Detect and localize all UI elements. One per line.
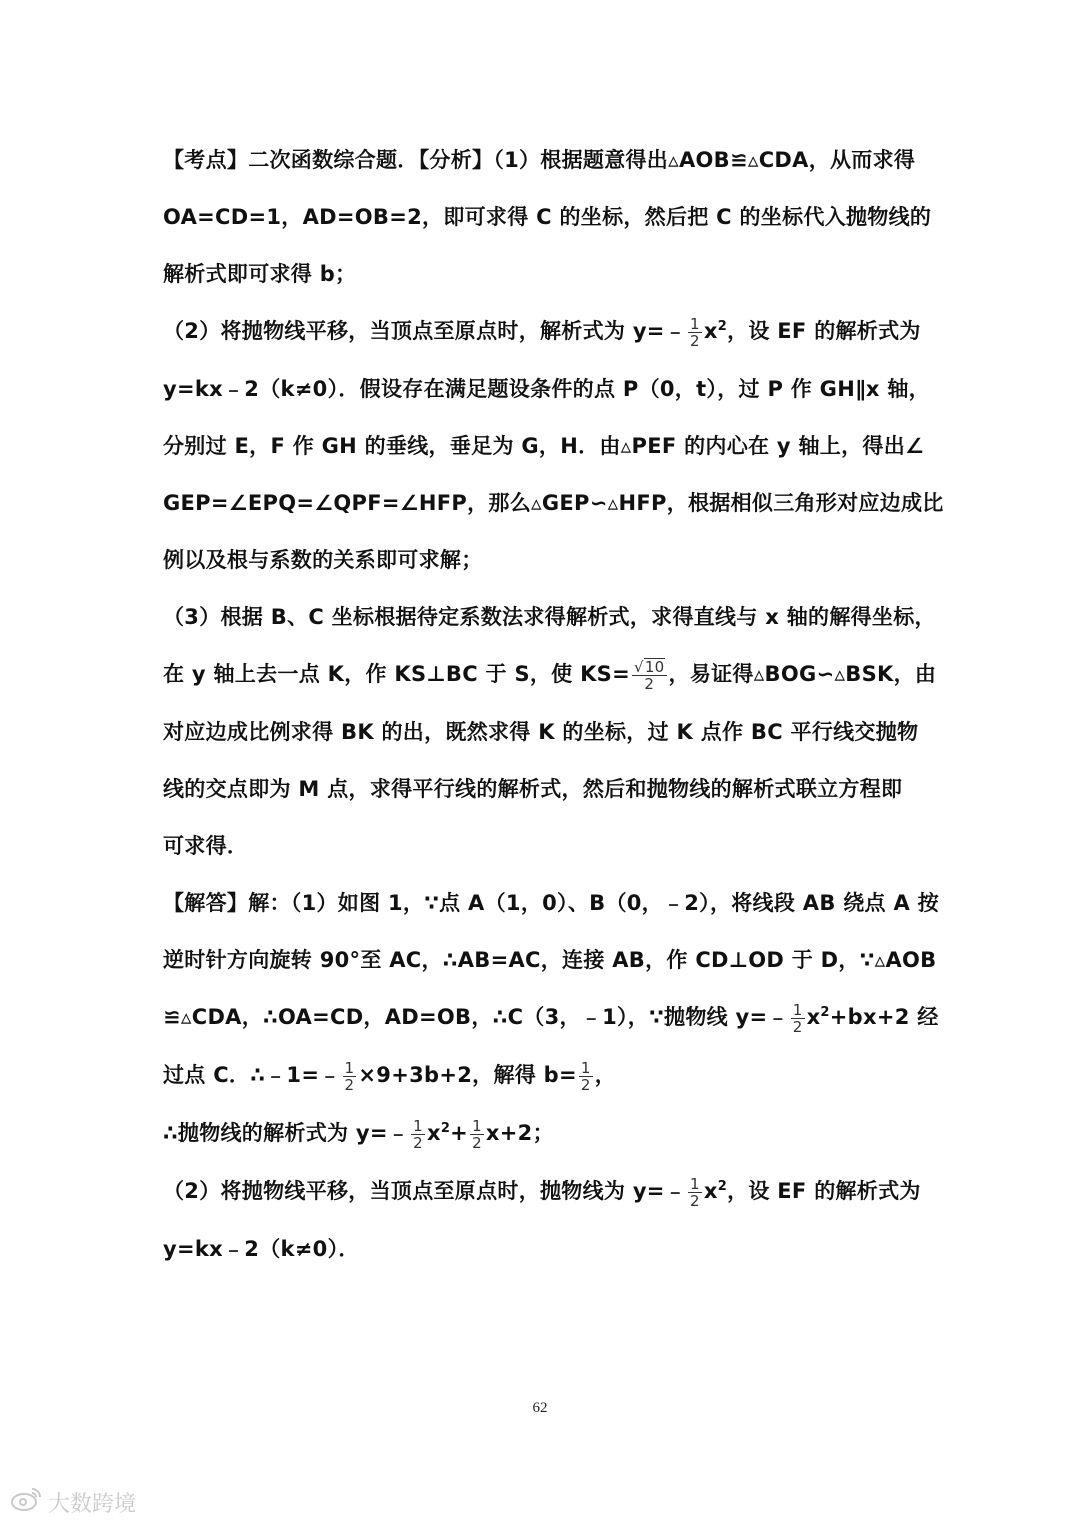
- superscript: 2: [717, 319, 728, 334]
- text-line: 对应边成比例求得 BK 的出，既然求得 K 的坐标，过 K 点作 BC 平行线交抛物: [163, 720, 919, 744]
- text-segment: ，设 EF 的解析式为: [727, 319, 921, 343]
- fraction: [791, 1002, 805, 1035]
- text-line: 逆时针方向旋转 90°至 AC，∴AB=AC，连接 AB，作 CD⊥OD 于 D，∵▵AOB: [163, 948, 937, 972]
- text-segment: +: [450, 1121, 469, 1145]
- fraction: [411, 1118, 425, 1151]
- sqrt-fraction: [632, 658, 667, 692]
- weibo-icon: [10, 1486, 48, 1518]
- fraction-numerator: 1: [792, 1000, 803, 1019]
- text-segment: （2）将抛物线平移，当顶点至原点时，抛物线为 y=﹣: [163, 1179, 687, 1203]
- text-segment: x: [426, 1121, 441, 1145]
- text-line: [163, 1113, 923, 1171]
- fraction: [688, 316, 702, 349]
- text-segment: ×9+3b+2，解得 b=: [358, 1063, 577, 1087]
- text-line: 【考点】二次函数综合题．【分析】（1）根据题意得出▵AOB≌▵CDA，从而求得: [163, 148, 916, 172]
- text-line: y=kx﹣2（k≠0）．: [163, 1237, 360, 1261]
- text-line: 解析式即可求得 b；: [163, 262, 357, 286]
- text-segment: ，: [594, 1063, 617, 1087]
- text-segment: 在 y 轴上去一点 K，作 KS⊥BC 于 S，使 KS=: [163, 662, 630, 686]
- fraction: [343, 1060, 357, 1093]
- text-segment: x+2；: [485, 1121, 554, 1145]
- text-line: 可求得．: [163, 834, 249, 858]
- document-body: [163, 140, 944, 1286]
- radicand: 10: [644, 658, 665, 676]
- page-number: 62: [532, 1400, 548, 1416]
- text-segment: ∴抛物线的解析式为 y=﹣: [163, 1121, 410, 1145]
- fraction-numerator: 1: [690, 314, 700, 333]
- fraction: [688, 1176, 702, 1209]
- text-segment: x: [703, 1179, 718, 1203]
- watermark-text: 大数跨境: [48, 1491, 137, 1517]
- text-segment: 过点 C．∴﹣1=﹣: [163, 1063, 341, 1087]
- text-segment: x: [703, 319, 718, 343]
- text-line: 线的交点即为 M 点，求得平行线的解析式，然后和抛物线的解析式联立方程即: [163, 777, 903, 801]
- fraction-denominator: 2: [644, 675, 655, 693]
- text-line: [163, 1055, 923, 1113]
- fraction-denominator: 2: [472, 1133, 482, 1152]
- text-line: 【解答】解：（1）如图 1，∵点 A（1，0）、B（0，﹣2），将线段 AB 绕点 A 按: [163, 891, 939, 915]
- text-segment: ≌▵CDA，∴OA=CD，AD=OB，∴C（3，﹣1），∵抛物线 y=﹣: [163, 1005, 789, 1029]
- text-line: 例以及根与系数的关系即可求解；: [163, 548, 483, 572]
- fraction: [579, 1060, 593, 1093]
- text-segment: +bx+2 经: [829, 1005, 939, 1029]
- fraction-denominator: 2: [690, 331, 700, 350]
- text-line: OA=CD=1，AD=OB=2，即可求得 C 的坐标，然后把 C 的坐标代入抛物线的: [163, 205, 932, 229]
- superscript: 2: [820, 1005, 830, 1020]
- text-line: 分别过 E，F 作 GH 的垂线，垂足为 G，H．由▵PEF 的内心在 y 轴上，得出∠: [163, 434, 925, 458]
- superscript: 2: [717, 1179, 728, 1194]
- fraction-denominator: 2: [690, 1191, 700, 1210]
- fraction-denominator: 2: [344, 1075, 355, 1094]
- text-segment: x: [806, 1005, 821, 1029]
- text-segment: ，设 EF 的解析式为: [727, 1179, 921, 1203]
- fraction-numerator: 1: [344, 1058, 355, 1077]
- fraction-numerator: 1: [413, 1116, 423, 1135]
- fraction-denominator: 2: [413, 1133, 423, 1152]
- fraction-numerator: 1: [580, 1058, 591, 1077]
- text-segment: （2）将抛物线平移，当顶点至原点时，解析式为 y=﹣: [163, 319, 687, 343]
- text-line: [163, 311, 923, 369]
- text-line: [163, 1171, 923, 1229]
- watermark: [10, 1484, 136, 1520]
- text-line: [163, 997, 939, 1055]
- text-line: y=kx﹣2（k≠0）．假设存在满足题设条件的点 P（0，t），过 P 作 GH∥x 轴，: [163, 377, 930, 401]
- superscript: 2: [440, 1121, 451, 1136]
- text-line: [163, 654, 937, 712]
- fraction-numerator: [632, 658, 667, 676]
- fraction-numerator: 1: [690, 1174, 700, 1193]
- fraction-denominator: 2: [792, 1017, 803, 1036]
- text-line: GEP=∠EPQ=∠QPF=∠HFP，那么▵GEP∽▵HFP，根据相似三角形对应边成比: [163, 491, 944, 515]
- fraction: [470, 1118, 484, 1151]
- radical-sign: √: [633, 658, 644, 676]
- fraction-denominator: 2: [580, 1075, 591, 1094]
- text-segment: ，易证得▵BOG∽▵BSK，由: [668, 662, 937, 686]
- text-line: （3）根据 B、C 坐标根据待定系数法求得解析式，求得直线与 x 轴的解得坐标，: [163, 605, 936, 629]
- fraction-numerator: 1: [472, 1116, 482, 1135]
